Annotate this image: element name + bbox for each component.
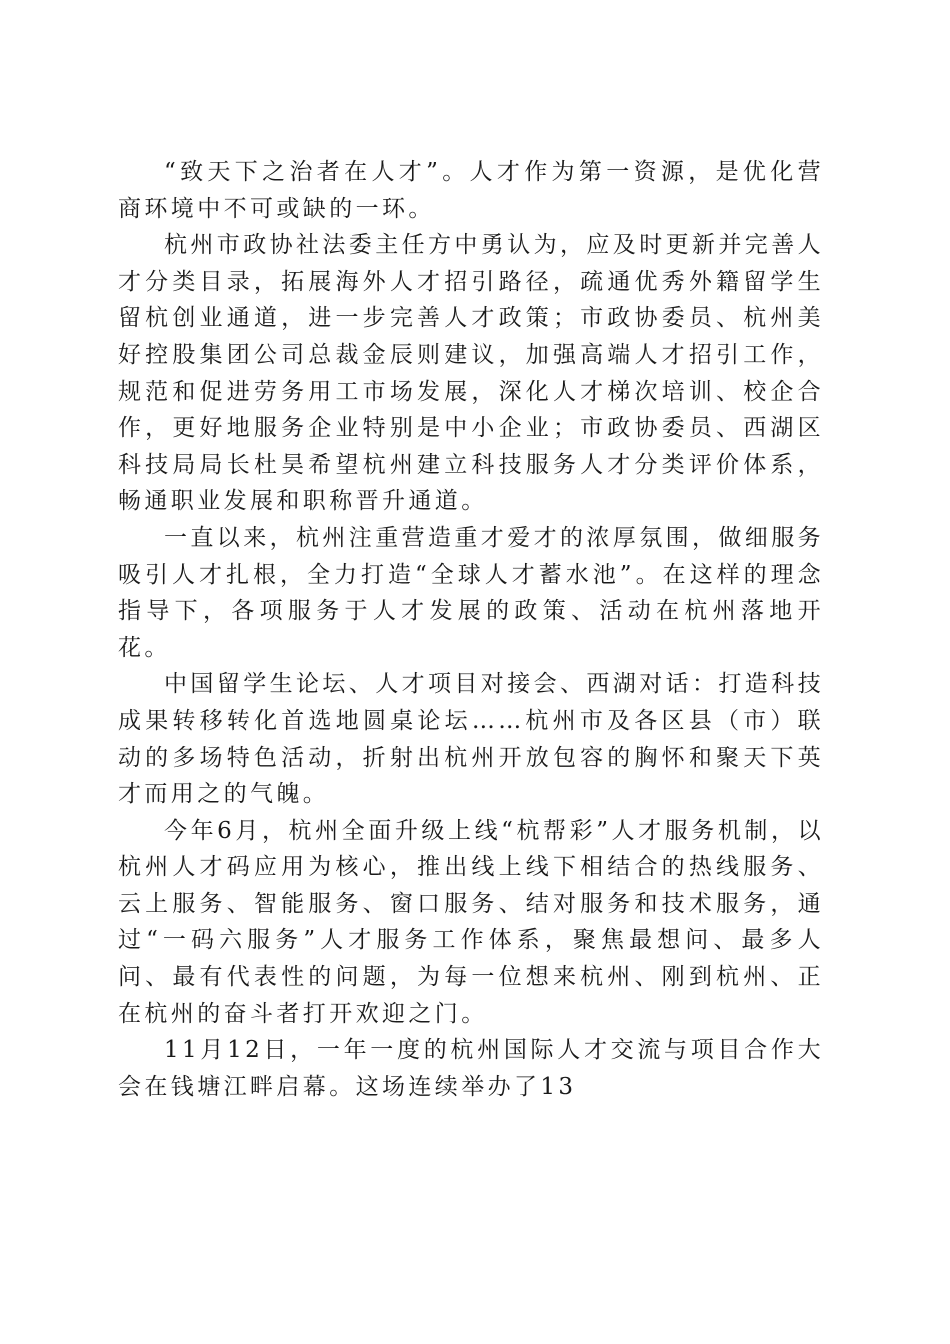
paragraph-cppcc-suggestions: 杭州市政协社法委主任方中勇认为，应及时更新并完善人才分类目录，拓展海外人才招引路径，疏通优秀外籍留学生留杭创业通道，进一步完善人才政策；市政协委员、杭州美好控股集团公司总裁金辰则建议，加强高端人才招引工作，规范和促进劳务用工市场发展，深化人才梯次培训、校企合作，更好地服务企业特别是中小企业；市政协委员、西湖区科技局局长杜昊希望杭州建立科技服务人才分类评价体系，畅通职业发展和职称晋升通道。 — [118, 232, 824, 515]
paragraph-talent-resource: “致天下之治者在人才”。人才作为第一资源，是优化营商环境中不可或缺的一环。 — [118, 159, 824, 222]
paragraph-featured-events: 中国留学生论坛、人才项目对接会、西湖对话：打造科技成果转移转化首选地圆桌论坛……杭州市及各区县（市）联动的多场特色活动，折射出杭州开放包容的胸怀和聚天下英才而用之的气魄。 — [118, 671, 824, 808]
paragraph-talent-conference: 11月12日，一年一度的杭州国际人才交流与项目合作大会在钱塘江畔启幕。这场连续举办了13 — [118, 1037, 824, 1100]
paragraph-talent-atmosphere: 一直以来，杭州注重营造重才爱才的浓厚氛围，做细服务吸引人才扎根，全力打造“全球人才蓄水池”。在这样的理念指导下，各项服务于人才发展的政策、活动在杭州落地开花。 — [118, 524, 824, 661]
article-body — [118, 154, 824, 1105]
paragraph-talent-service-mechanism: 今年6月，杭州全面升级上线“杭帮彩”人才服务机制，以杭州人才码应用为核心，推出线上线下相结合的热线服务、云上服务、智能服务、窗口服务、结对服务和技术服务，通过“一码六服务”人才服务工作体系，聚焦最想问、最多人问、最有代表性的问题，为每一位想来杭州、刚到杭州、正在杭州的奋斗者打开欢迎之门。 — [118, 817, 824, 1027]
